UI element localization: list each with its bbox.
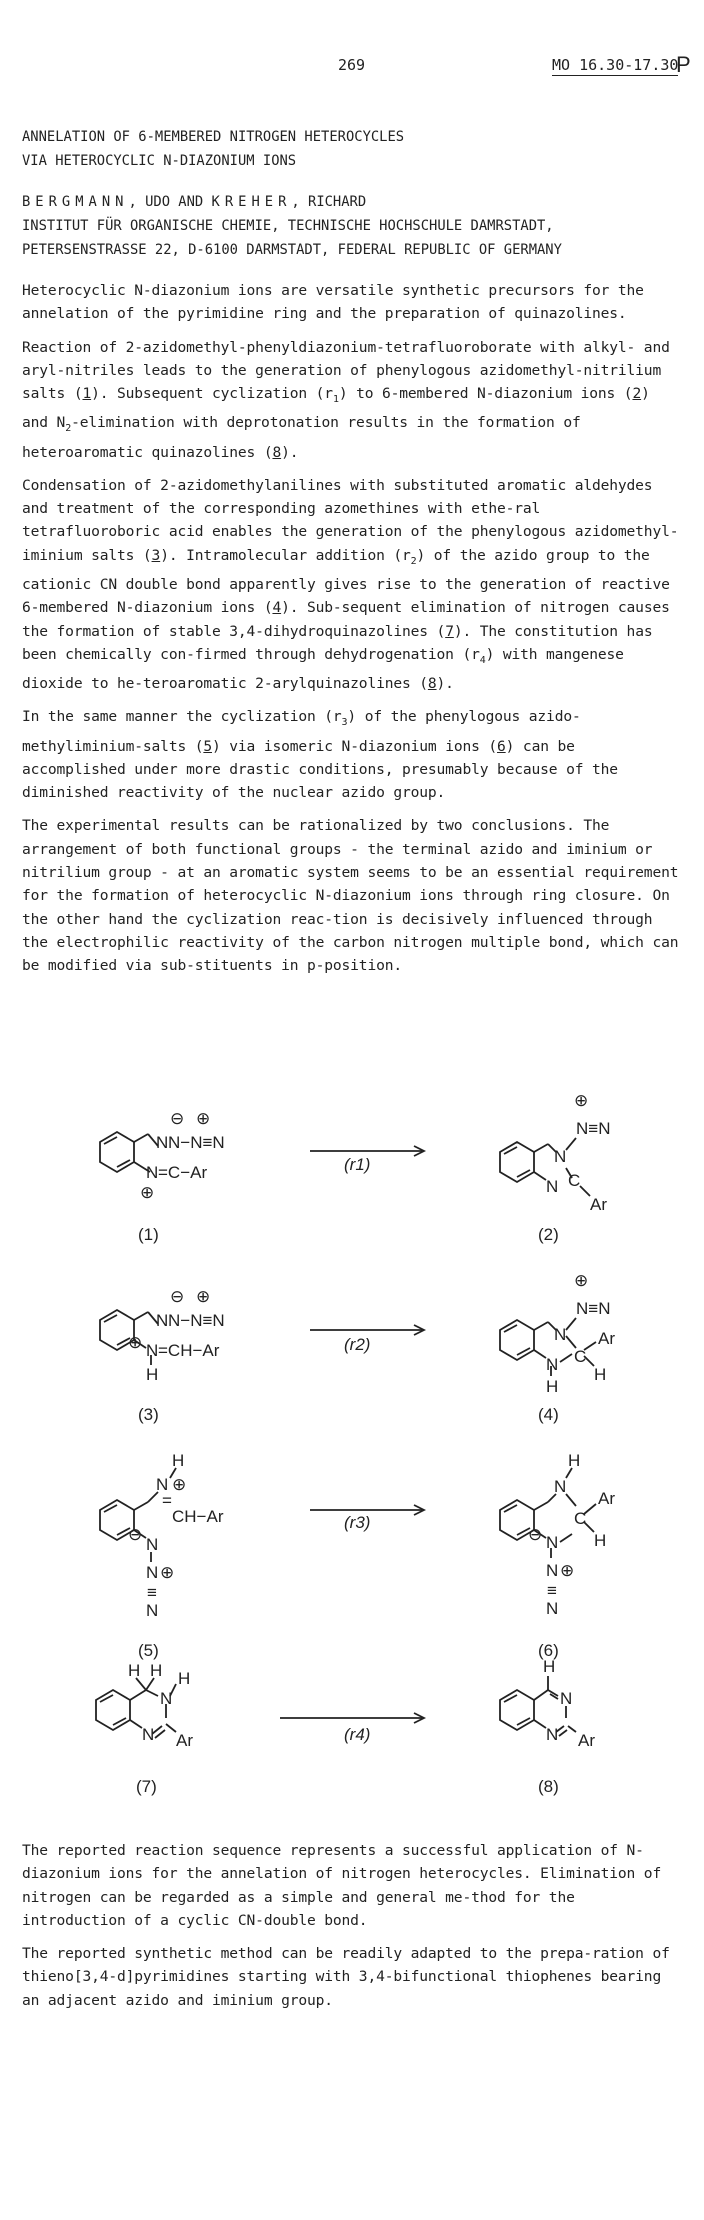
diazonium-group: N≡N bbox=[576, 1119, 611, 1138]
atom-n: N bbox=[146, 1163, 159, 1182]
atom-n: N bbox=[156, 1133, 169, 1152]
charge-plus: ⊕ bbox=[574, 1091, 589, 1110]
atom-n: N bbox=[554, 1325, 567, 1344]
author-surname-2: KREHER bbox=[211, 194, 292, 210]
atom-h: H bbox=[546, 1377, 559, 1396]
abstract bbox=[22, 279, 682, 988]
nitrilium-group: =C−Ar bbox=[158, 1163, 208, 1182]
page-number: 269 bbox=[338, 56, 366, 74]
charge-plus: ⊕ bbox=[196, 1109, 211, 1128]
author-institute: INSTITUT FÜR ORGANISCHE CHEMIE, TECHNISCHE HOCHSCHULE DAMRSTADT, bbox=[22, 218, 554, 234]
abstract-paragraph-5: The experimental results can be rationalized by two conclusions. The arrangement of both functional groups - the terminal azido and iminium or nitrilium group - at an aromatic system seems to be an essential requirement for the formation of heterocyclic N-diazonium ions through ring closure. On the other hand the cyclization reac-tion is decisively influenced through the electrophilic reactivity of the carbon nitrogen multiple bond, which can be modified via sub-stituents in p-position. bbox=[22, 817, 679, 975]
author-address: PETERSENSTRASSE 22, D-6100 DARMSTADT, FEDERAL REPUBLIC OF GERMANY bbox=[22, 242, 562, 258]
bond bbox=[534, 1144, 548, 1152]
title-line-1: ANNELATION OF 6-MEMBERED NITROGEN HETEROCYCLES bbox=[22, 129, 405, 145]
bond bbox=[134, 1502, 148, 1510]
atom-n: N bbox=[554, 1147, 567, 1166]
paper-title bbox=[22, 125, 682, 173]
compound-label-1: (1) bbox=[138, 1225, 159, 1244]
benzene-ring bbox=[500, 1690, 534, 1730]
atom-n: N bbox=[156, 1311, 169, 1330]
title-line-2: VIA HETEROCYCLIC N-DIAZONIUM IONS bbox=[22, 153, 297, 169]
atom-n: N bbox=[546, 1533, 559, 1552]
author-block bbox=[22, 190, 692, 262]
charge-minus: ⊖ bbox=[128, 1525, 143, 1544]
atom-n: N bbox=[546, 1599, 559, 1618]
bond bbox=[134, 1134, 148, 1142]
author-given-2: RICHARD bbox=[308, 194, 367, 210]
compound-label-4: (4) bbox=[538, 1405, 559, 1424]
bond bbox=[534, 1720, 546, 1728]
charge-plus: ⊕ bbox=[172, 1475, 187, 1494]
ch-ar-group: CH−Ar bbox=[172, 1507, 224, 1526]
bond bbox=[534, 1502, 548, 1510]
bond bbox=[534, 1690, 548, 1700]
atom-h: H bbox=[146, 1365, 159, 1384]
arrow-label-r4: (r4) bbox=[344, 1725, 371, 1744]
charge-plus: ⊕ bbox=[128, 1333, 143, 1352]
compound-ref: 7 bbox=[445, 622, 454, 640]
bond bbox=[534, 1322, 548, 1330]
compound-ref: 5 bbox=[203, 737, 213, 755]
bond bbox=[534, 1350, 546, 1358]
bond bbox=[559, 1730, 567, 1736]
atom-n: N bbox=[560, 1689, 573, 1708]
bond bbox=[568, 1726, 576, 1732]
atom-n: N bbox=[142, 1725, 155, 1744]
atom-n: N bbox=[146, 1341, 159, 1360]
benzene-ring bbox=[96, 1690, 130, 1730]
bond bbox=[134, 1312, 148, 1320]
author-surname-1: BERGMANN bbox=[22, 194, 129, 210]
atom-h: H bbox=[172, 1451, 185, 1470]
atom-c: C bbox=[568, 1171, 581, 1190]
benzene-ring bbox=[100, 1132, 134, 1172]
bond bbox=[580, 1186, 590, 1196]
atom-n: N bbox=[546, 1561, 559, 1580]
benzene-ring bbox=[500, 1320, 534, 1360]
page-letter: P bbox=[676, 52, 691, 77]
compound-label-5: (5) bbox=[138, 1641, 159, 1660]
atom-h: H bbox=[594, 1365, 607, 1384]
bond bbox=[566, 1138, 576, 1150]
triple-bond: ≡ bbox=[547, 1581, 557, 1600]
arrow-label-r1: (r1) bbox=[344, 1155, 371, 1174]
diazonium-group: N≡N bbox=[576, 1299, 611, 1318]
aryl-group: Ar bbox=[578, 1731, 595, 1750]
atom-c: C bbox=[574, 1509, 587, 1528]
abstract-paragraph-3: Condensation of 2-azidomethylanilines with substituted aromatic aldehydes and treatment of the corresponding azomethines with ethe-ral tetrafluoroboric acid enables the generation of the phenylogous azidomethyl-iminium salts (3). Intramolecular addition $(r_2)$ of the azido group to the cationic CN double bond apparently gives rise to the generation of reactive 6-membered N-diazonium ions (4). Sub-sequent elimination of nitrogen causes the formation of stable 3,4-dihydroquinazolines (7). The constitution has been chemically con-firmed through dehydrogenation $(r_4)$ with mangenese dioxide to he-teroaromatic 2-arylquinazolines (8). bbox=[22, 476, 679, 693]
aryl-group: Ar bbox=[590, 1195, 607, 1214]
arrow-label-r3: (r3) bbox=[344, 1513, 371, 1532]
aryl-group: Ar bbox=[598, 1329, 615, 1348]
charge-minus: ⊖ bbox=[170, 1287, 185, 1306]
conclusion bbox=[22, 1839, 682, 2022]
atom-n: N bbox=[160, 1689, 173, 1708]
atom-h: H bbox=[150, 1661, 163, 1680]
iminium-group: =CH−Ar bbox=[158, 1341, 220, 1360]
charge-plus: ⊕ bbox=[140, 1183, 155, 1202]
atom-h: H bbox=[568, 1451, 581, 1470]
compound-ref: 3 bbox=[151, 546, 161, 564]
compound-ref: 8 bbox=[272, 443, 282, 461]
atom-h: H bbox=[543, 1657, 556, 1676]
bond bbox=[566, 1494, 576, 1506]
triple-bond: ≡ bbox=[147, 1583, 157, 1602]
session-code: MO 16.30-17.30 bbox=[552, 56, 679, 74]
atom-n: N bbox=[156, 1475, 169, 1494]
conclusion-paragraph-2: The reported synthetic method can be readily adapted to the prepa-ration of thieno[3,4-d]pyrimidines starting with 3,4-bifunctional thiophenes bearing an adjacent azido and iminium group. bbox=[22, 1945, 670, 2009]
atom-c: C bbox=[574, 1347, 587, 1366]
compound-label-3: (3) bbox=[138, 1405, 159, 1424]
abstract-paragraph-1: Heterocyclic N-diazonium ions are versatile synthetic precursors for the annelation of the pyrimidine ring and the preparation of quinazolines. bbox=[22, 282, 644, 323]
reaction-scheme bbox=[0, 1090, 704, 2220]
charge-plus: ⊕ bbox=[196, 1287, 211, 1306]
author-given-1: UDO AND bbox=[145, 194, 204, 210]
atom-h: H bbox=[594, 1531, 607, 1550]
bond bbox=[166, 1724, 176, 1732]
charge-minus: ⊖ bbox=[170, 1109, 185, 1128]
charge-minus: ⊖ bbox=[528, 1525, 543, 1544]
bond bbox=[560, 1354, 572, 1362]
benzene-ring bbox=[500, 1142, 534, 1182]
atom-labels bbox=[128, 1091, 615, 1796]
bond bbox=[560, 1534, 572, 1542]
abstract-paragraph-4: In the same manner the cyclization $(r_3)$ of the phenylogous azido-methyliminium-salts (5) via isomeric N-diazonium ions (6) can be accomplished under more drastic conditions, presumably because of the diminished reactivity of the nuclear azido group. bbox=[22, 708, 618, 802]
compound-ref: 8 bbox=[427, 675, 437, 693]
bond bbox=[130, 1720, 142, 1728]
atom-n: N bbox=[546, 1355, 559, 1374]
conclusion-paragraph-1: The reported reaction sequence represents a successful application of N-diazonium ions for the annelation of nitrogen heterocycles. Elimination of nitrogen can be regarded as a simple and general me-thod for the introduction of a cyclic CN-double bond. bbox=[22, 1842, 662, 1929]
bond bbox=[534, 1172, 546, 1180]
bond bbox=[130, 1690, 146, 1700]
bond bbox=[566, 1318, 576, 1330]
compound-ref: 2 bbox=[632, 385, 642, 403]
compound-ref: 6 bbox=[497, 737, 506, 755]
aryl-group: Ar bbox=[176, 1731, 193, 1750]
atom-h: H bbox=[178, 1669, 191, 1688]
compound-ref: 1 bbox=[82, 385, 92, 403]
atom-n: N bbox=[146, 1601, 159, 1620]
charge-plus: ⊕ bbox=[574, 1271, 589, 1290]
atom-n: N bbox=[546, 1725, 559, 1744]
atom-n: N bbox=[546, 1177, 559, 1196]
bond bbox=[146, 1690, 158, 1696]
compound-label-8: (8) bbox=[538, 1777, 559, 1796]
compound-label-2: (2) bbox=[538, 1225, 559, 1244]
charge-plus: ⊕ bbox=[160, 1563, 175, 1582]
compound-ref: 4 bbox=[272, 599, 282, 617]
atom-n: N bbox=[146, 1563, 159, 1582]
double-bond: = bbox=[162, 1491, 172, 1510]
aryl-group: Ar bbox=[598, 1489, 615, 1508]
atom-n: N bbox=[146, 1535, 159, 1554]
author-names: BERGMANN, UDO AND KREHER, RICHARD bbox=[22, 194, 367, 210]
reaction-scheme-svg bbox=[0, 1090, 704, 1870]
compound-label-7: (7) bbox=[136, 1777, 157, 1796]
arrow-label-r2: (r2) bbox=[344, 1335, 371, 1354]
azide-chain: N−N≡N bbox=[168, 1133, 225, 1152]
azide-chain: N−N≡N bbox=[168, 1311, 225, 1330]
charge-plus: ⊕ bbox=[560, 1561, 575, 1580]
compound-label-6: (6) bbox=[538, 1641, 559, 1660]
atom-h: H bbox=[128, 1661, 141, 1680]
atom-n: N bbox=[554, 1477, 567, 1496]
abstract-paragraph-2: Reaction of 2-azidomethyl-phenyldiazonium-tetrafluoroborate with alkyl- and aryl-nitriles leads to the generation of phenylogous azidomethyl-nitrilium salts (1). Subsequent cyclization $(r_1)$ to 6-membered N-diazonium ions (2) and $N_2$-elimination with deprotonation results in the formation of heteroaromatic quinazolines (8). bbox=[22, 338, 670, 461]
